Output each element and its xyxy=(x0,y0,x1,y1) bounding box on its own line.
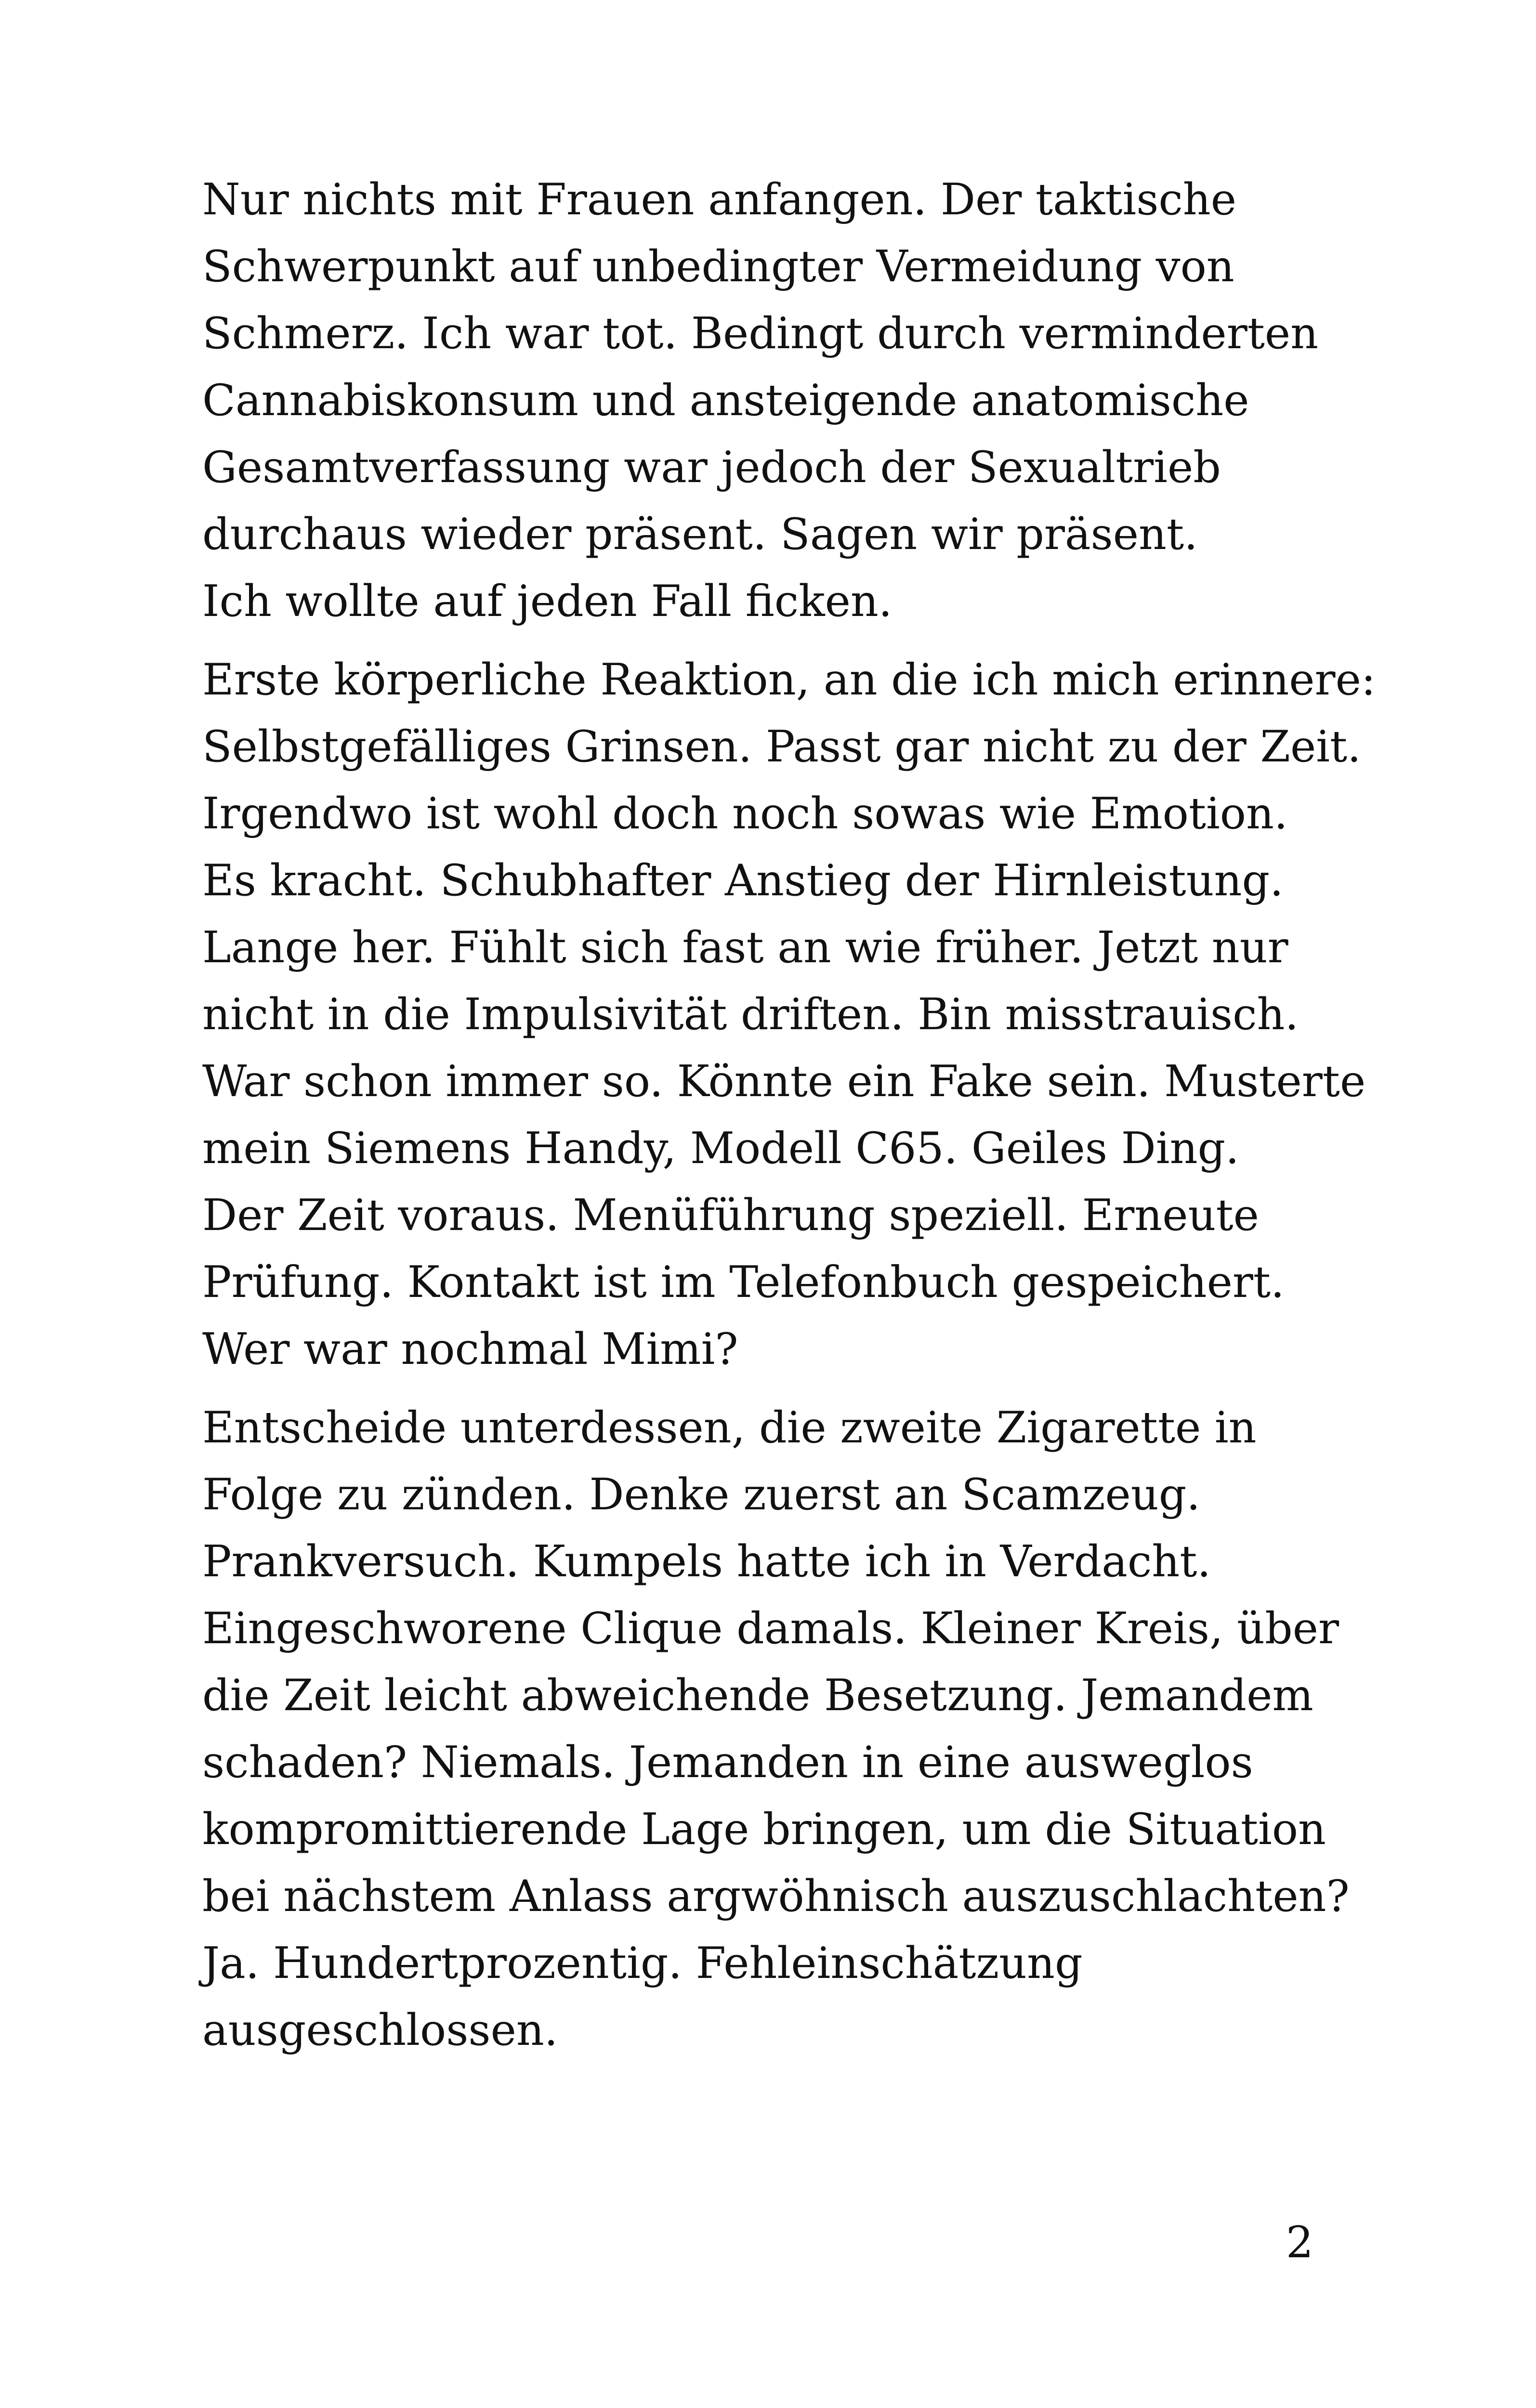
text-line: Schmerz. Ich war tot. Bedingt durch verminderten xyxy=(202,308,1319,359)
text-line: nicht in die Impulsivität driften. Bin misstrauisch. xyxy=(202,989,1299,1040)
body-text xyxy=(202,166,1376,2075)
text-line: Folge zu zünden. Denke zuerst an Scamzeug. xyxy=(202,1469,1200,1520)
paragraph-2 xyxy=(202,646,1376,1383)
text-line: Eingeschworene Clique damals. Kleiner Kreis, über xyxy=(202,1603,1339,1654)
page-number: 2 xyxy=(1286,2217,1313,2268)
text-line: kompromittierende Lage bringen, um die Situation xyxy=(202,1804,1326,1855)
text-line: bei nächstem Anlass argwöhnisch auszuschlachten? xyxy=(202,1871,1350,1922)
text-line: Ja. Hundertprozentig. Fehleinschätzung xyxy=(202,1938,1083,1989)
text-line: Prüfung. Kontakt ist im Telefonbuch gespeichert. xyxy=(202,1257,1285,1308)
text-line: Der Zeit voraus. Menüführung speziell. Erneute xyxy=(202,1190,1259,1241)
text-line: Nur nichts mit Frauen anfangen. Der taktische xyxy=(202,174,1237,225)
paragraph-3 xyxy=(202,1394,1358,2064)
text-line: mein Siemens Handy, Modell C65. Geiles Ding. xyxy=(202,1123,1239,1174)
text-line: Erste körperliche Reaktion, an die ich mich erinnere: xyxy=(202,654,1376,705)
text-line: Es kracht. Schubhafter Anstieg der Hirnleistung. xyxy=(202,855,1284,906)
text-line: Gesamtverfassung war jedoch der Sexualtrieb xyxy=(202,442,1221,493)
text-line: Selbstgefälliges Grinsen. Passt gar nicht zu der Zeit. xyxy=(202,721,1361,772)
text-line: Lange her. Fühlt sich fast an wie früher. Jetzt nur xyxy=(202,922,1288,973)
text-line: Irgendwo ist wohl doch noch sowas wie Emotion. xyxy=(202,788,1288,839)
text-line: Prankversuch. Kumpels hatte ich in Verdacht. xyxy=(202,1536,1211,1587)
text-line: durchaus wieder präsent. Sagen wir präsent. xyxy=(202,509,1198,560)
text-line: Entscheide unterdessen, die zweite Zigarette in xyxy=(202,1402,1257,1453)
text-line: ausgeschlossen. xyxy=(202,2005,558,2055)
text-line: Wer war nochmal Mimi? xyxy=(202,1324,738,1374)
text-line: Cannabiskonsum und ansteigende anatomische xyxy=(202,375,1249,426)
text-line: schaden? Niemals. Jemanden in eine ausweglos xyxy=(202,1737,1253,1788)
paragraph-1 xyxy=(202,166,1358,635)
text-line: War schon immer so. Könnte ein Fake sein. Musterte xyxy=(202,1056,1366,1107)
text-line: Schwerpunkt auf unbedingter Vermeidung von xyxy=(202,241,1234,292)
text-line: Ich wollte auf jeden Fall ficken. xyxy=(202,576,893,627)
text-line: die Zeit leicht abweichende Besetzung. Jemandem xyxy=(202,1670,1313,1721)
